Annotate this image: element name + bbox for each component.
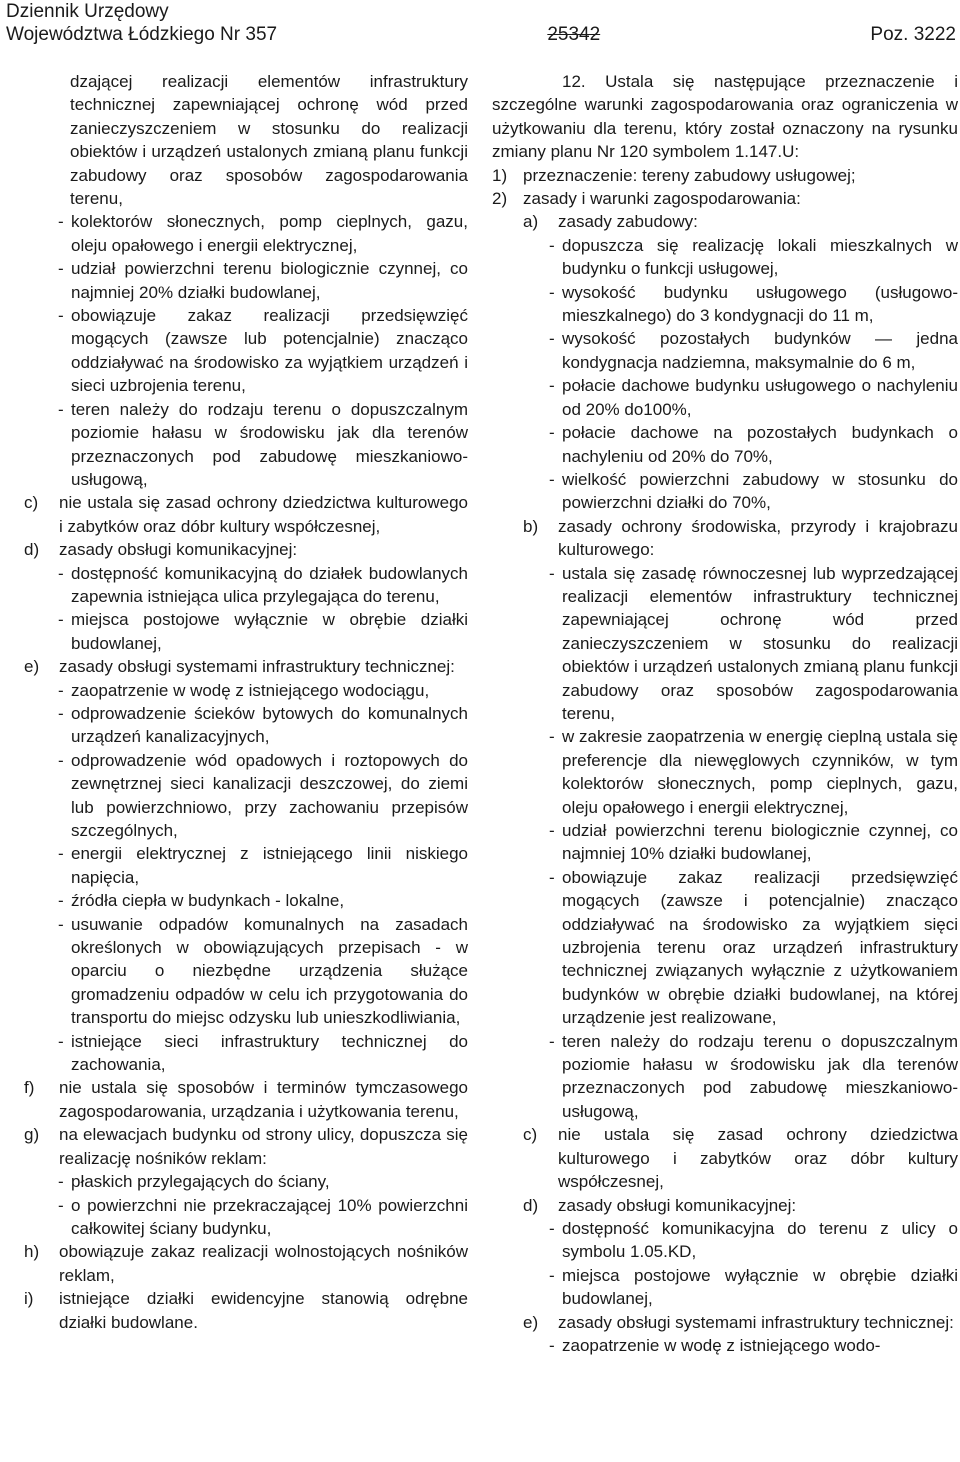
list-text: udział powierzchni terenu biologicznie czynnej, co najmniej 20% działki budowlanej, [71, 259, 468, 302]
bullet-item [58, 1030, 468, 1077]
list-marker: - [549, 1218, 555, 1238]
list-marker: - [549, 469, 555, 489]
list-marker: - [549, 1031, 555, 1051]
bullet-item [58, 702, 468, 749]
list-text: wysokość budynku usługowego (usługowo-mieszkalnego) do 3 kondygnacji do 11 m, [562, 282, 958, 326]
list-text: połacie dachowe na pozostałych budynkach o nachyleniu od 20% do 70%, [562, 423, 958, 466]
list-marker: d) [523, 1195, 539, 1215]
list-text: dostępność komunikacyjną do działek budowlanych zapewnia istniejąca ulica przylegająca do terenu, [71, 563, 468, 606]
list-item [24, 1287, 468, 1334]
list-text: w zakresie zaopatrzenia w energię cieplną ustala się preferencje dla niewęglowych czynników, w tym kolektorów słonecznych, pomp cieplnych, gazu, oleju opałowego i energii elektrycznej, [562, 727, 958, 817]
list-text: połacie dachowe budynku usługowego o nachyleniu od 20% do100%, [562, 376, 958, 419]
list-item [523, 210, 958, 233]
bullet-item [549, 1030, 958, 1124]
list-marker: c) [523, 1125, 538, 1145]
list-text: wielkość powierzchni zabudowy w stosunku do powierzchni działki do 70%, [562, 469, 958, 513]
list-text: o powierzchni nie przekraczającej 10% powierzchni całkowitej ściany budynku, [71, 1195, 468, 1238]
list-text: energii elektrycznej z istniejącego linii niskiego napięcia, [71, 844, 468, 887]
list-text: źródła ciepła w budynkach - lokalne, [71, 891, 345, 911]
list-text: zasady obsługi komunikacyjnej: [558, 1195, 797, 1215]
list-item [24, 538, 468, 561]
list-text: zasady i warunki zagospodarowania: [523, 189, 801, 209]
list-marker: - [549, 867, 555, 887]
bullet-item [549, 468, 958, 515]
list-text: na elewacjach budynku od strony ulicy, dopuszcza się realizację nośników reklam: [59, 1125, 468, 1168]
paragraph: dzającej realizacji elementów infrastruktury technicznej zapewniającej ochronę wód przed zanieczyszczeniem w stosunku do realizacji obiektów i urządzeń ustalonych zmianą planu funkcji zabudowy oraz sposobów zagospodarowania terenu, [70, 72, 468, 209]
list-text: zasady obsługi komunikacyjnej: [59, 540, 298, 560]
list-text: zaopatrzenie w wodę z istniejącego wodociągu, [71, 680, 430, 700]
list-text: udział powierzchni terenu biologicznie czynnej, co najmniej 10% działki budowlanej, [562, 821, 958, 864]
list-marker: - [549, 727, 555, 747]
bullet-item [58, 1194, 468, 1241]
bullet-item [549, 421, 958, 468]
list-text: ustala się zasadę równoczesnej lub wyprzedzającej realizacji elementów infrastruktury technicznej zapewniającej ochronę wód przed zanieczyszczeniem w stosunku do realizacji obiektów i urządzeń ustalonych zmianą planu funkcji zabudowy oraz sposobów zagospodarowania terenu, [562, 563, 958, 723]
list-marker: - [58, 563, 64, 583]
list-marker: - [58, 212, 64, 232]
list-marker: - [549, 563, 555, 583]
list-marker: - [58, 914, 64, 934]
list-marker: - [58, 703, 64, 723]
list-item [24, 491, 468, 538]
list-text: zasady ochrony środowiska, przyrody i krajobrazu kulturowego: [558, 516, 958, 560]
bullet-item [549, 327, 958, 374]
bullet-item [549, 1217, 958, 1264]
list-marker: a) [523, 212, 539, 232]
list-item [24, 1240, 468, 1287]
list-text: istniejące sieci infrastruktury technicznej do zachowania, [71, 1031, 468, 1075]
list-text: teren należy do rodzaju terenu o dopuszczalnym poziomie hałasu w środowisku jak dla terenów przeznaczonych pod zabudowę mieszkaniowo-usługową, [71, 399, 468, 489]
bullet-item [549, 1334, 958, 1357]
list-text: zasady obsługi systemami infrastruktury technicznej: [558, 1312, 954, 1332]
bullet-item [58, 842, 468, 889]
list-marker: e) [24, 657, 40, 677]
list-marker: - [58, 306, 64, 326]
list-text: obowiązuje zakaz realizacji przedsięwzięć mogących (zawsze i potencjalnie) znacząco oddziaływać na środowisko za wyjątkiem sięci uzbrojenia terenu oraz urządzeń infrastruktury technicznej związanych wyłącznie z użytkowaniem budynków w obrębie działki budowlanej, na której urządzenie jest realizowane, [562, 867, 958, 1028]
bullet-item [549, 562, 958, 726]
list-text: kolektorów słonecznych, pomp cieplnych, gazu, oleju opałowego i energii elektrycznej, [71, 212, 468, 255]
list-marker: - [58, 844, 64, 864]
left-column [24, 70, 468, 1334]
bullet-item [58, 1170, 468, 1193]
list-marker: - [58, 1195, 64, 1215]
list-marker: - [549, 376, 555, 396]
bullet-item [549, 374, 958, 421]
list-text: zasady obsługi systemami infrastruktury technicznej: [59, 657, 455, 677]
list-item [24, 1123, 468, 1170]
list-text: płaskich przylegających do ściany, [71, 1172, 330, 1192]
list-item [24, 1076, 468, 1123]
list-marker: - [58, 750, 64, 770]
list-marker: - [58, 610, 64, 630]
list-item [492, 187, 958, 210]
page-number: 25342 [547, 24, 601, 45]
list-marker: - [549, 282, 555, 302]
list-marker: - [549, 1335, 555, 1355]
list-item [523, 1194, 958, 1217]
bullet-item [58, 913, 468, 1030]
list-marker: - [58, 399, 64, 419]
list-item [523, 515, 958, 562]
journal-title: Dziennik Urzędowy [6, 1, 169, 22]
list-text: obowiązuje zakaz realizacji przedsięwzięć mogących (zawsze lub potencjalnie) znacząco oddziaływać na środowisko za wyjątkiem urządzeń i sieci uzbrojenia terenu, [71, 306, 468, 396]
list-marker: 1) [492, 165, 508, 185]
list-text: nie ustala się zasad ochrony dziedzictwa kulturowego i zabytków oraz dóbr kultury współczesnej, [558, 1125, 958, 1192]
list-marker: - [58, 1031, 64, 1051]
list-marker: - [58, 259, 64, 279]
list-text: istniejące działki ewidencyjne stanowią odrębne działki budowlane. [59, 1289, 468, 1332]
position-number: Poz. 3222 [870, 24, 956, 45]
header-row [6, 23, 956, 46]
list-item [492, 164, 958, 187]
list-text: teren należy do rodzaju terenu o dopuszczalnym poziomie hałasu w środowisku jak dla terenów przeznaczonych pod zabudowę mieszkaniowo-usługową, [562, 1031, 958, 1121]
list-marker: - [549, 821, 555, 840]
bullet-item [549, 866, 958, 1030]
bullet-item [549, 281, 958, 328]
bullet-item [58, 749, 468, 843]
list-text: dopuszcza się realizację lokali mieszkalnych w budynku o funkcji usługowej, [562, 235, 958, 279]
paragraph: 12. Ustala się następujące przeznaczenie i szczególne warunki zagospodarowania oraz ograniczenia w użytkowaniu dla terenu, który został oznaczony na rysunku zmiany planu Nr 120 symbolem 1.147.U: [492, 72, 958, 162]
list-text: dostępność komunikacyjna do terenu z ulicy o symbolu 1.05.KD, [562, 1218, 958, 1262]
page-header [6, 0, 956, 46]
list-item [24, 655, 468, 678]
list-text: odprowadzenie ścieków bytowych do komunalnych urządzeń kanalizacyjnych, [71, 703, 468, 747]
bullet-item [58, 304, 468, 398]
list-text: miejsca postojowe wyłącznie w obrębie działki budowlanej, [71, 610, 468, 653]
list-marker: g) [24, 1125, 40, 1145]
list-marker: - [58, 891, 64, 911]
bullet-item [549, 819, 958, 866]
list-marker: - [58, 1172, 64, 1192]
bullet-item [58, 889, 468, 912]
list-text: nie ustala się zasad ochrony dziedzictwa kulturowego i zabytków oraz dóbr kultury współczesnej, [59, 493, 468, 536]
bullet-item [58, 608, 468, 655]
list-text: miejsca postojowe wyłącznie w obrębie działki budowlanej, [562, 1265, 958, 1309]
list-marker: d) [24, 540, 40, 560]
list-marker: - [549, 329, 555, 349]
list-item [523, 1123, 958, 1193]
bullet-item [58, 398, 468, 492]
list-text: zasady zabudowy: [558, 212, 698, 232]
list-item [523, 1311, 958, 1334]
list-marker: - [549, 1265, 555, 1285]
list-text: obowiązuje zakaz realizacji wolnostojących nośników reklam, [59, 1242, 468, 1285]
bullet-item [58, 679, 468, 702]
list-text: zaopatrzenie w wodę z istniejącego wodo- [562, 1335, 881, 1355]
bullet-item [58, 562, 468, 609]
list-marker: f) [24, 1078, 35, 1098]
list-marker: i) [24, 1289, 34, 1309]
list-text: wysokość pozostałych budynków — jedna kondygnacja nadziemna, maksymalnie do 6 m, [562, 329, 958, 372]
list-marker: b) [523, 516, 539, 536]
list-marker: - [549, 235, 555, 255]
list-marker: h) [24, 1242, 40, 1262]
bullet-item [549, 725, 958, 819]
journal-issue: Województwa Łódzkiego Nr 357 [6, 24, 278, 45]
bullet-item [58, 257, 468, 304]
right-column [492, 70, 958, 1357]
list-text: przeznaczenie: tereny zabudowy usługowej; [523, 165, 856, 185]
bullet-item [549, 234, 958, 281]
list-marker: c) [24, 493, 39, 513]
list-text: nie ustala się sposobów i terminów tymczasowego zagospodarowania, urządzania i użytkowania terenu, [59, 1078, 468, 1121]
list-marker: - [549, 423, 555, 443]
list-marker: e) [523, 1312, 539, 1332]
list-marker: - [58, 680, 64, 700]
list-text: odprowadzenie wód opadowych i roztopowych do zewnętrznej sieci kanalizacji deszczowej, do ziemi lub powierzchniowo, przy zachowaniu przepisów szczególnych, [71, 750, 468, 840]
list-text: usuwanie odpadów komunalnych na zasadach określonych w obowiązujących przepisach - w oparciu o niezbędne urządzenia służące gromadzeniu odpadów w celu ich przygotowania do transportu do miejsc odzysku lub unieszkodliwiania, [71, 914, 468, 1028]
bullet-item [549, 1264, 958, 1311]
list-marker: 2) [492, 189, 508, 209]
bullet-item [58, 210, 468, 257]
